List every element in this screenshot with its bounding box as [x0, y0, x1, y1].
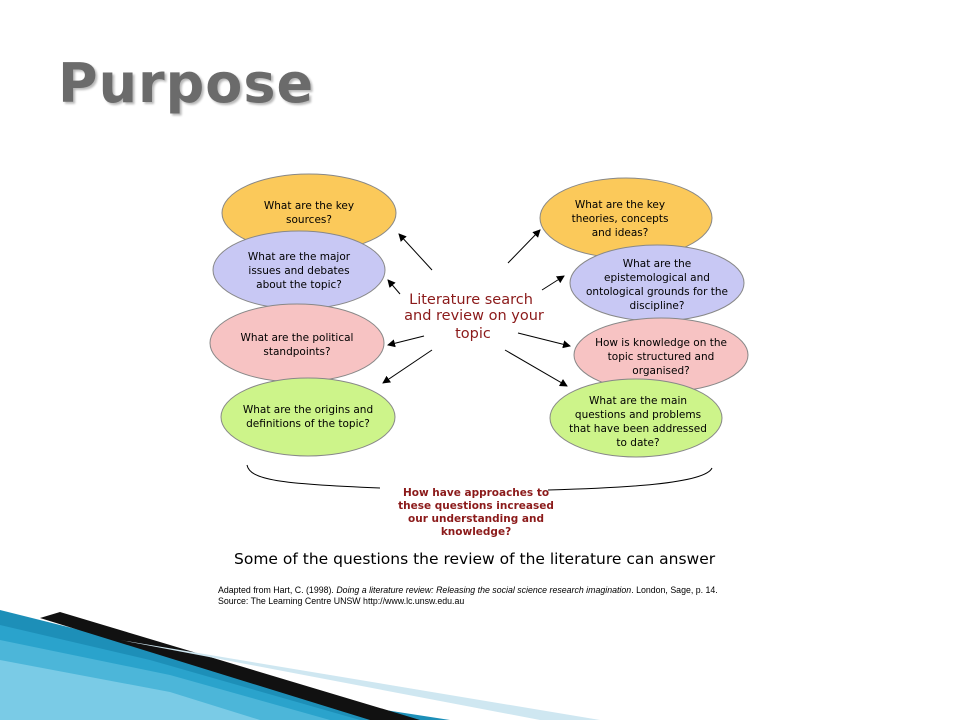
svg-text:What are the keytheories, conc: What are the key theories, concepts and ideas?: [571, 199, 669, 239]
svg-text:What are the majorissues and d: What are the major issues and debates about the topic?: [247, 251, 351, 291]
svg-text:What are the mainquestions and: What are the main questions and problems that have been addressed to date?: [569, 395, 707, 449]
svg-text:What are the origins anddefini: What are the origins and definitions of the topic?: [242, 404, 374, 430]
arrow-to-political: [388, 336, 424, 345]
oval-main-questions: [550, 379, 722, 457]
svg-text:How is knowledge on thetopic s: How is knowledge on the topic structured and organised?: [595, 337, 727, 377]
source-citation: [218, 585, 718, 607]
bottom-question: [398, 487, 554, 538]
svg-text:How have approaches tothese qu: How have approaches to these questions increased our understanding and knowledge?: [398, 487, 554, 538]
arrow-to-epistemological: [542, 276, 564, 290]
svg-text:What are the politicalstandpoi: What are the political standpoints?: [240, 332, 354, 358]
source-line-2: Source: The Learning Centre UNSW http://www.lc.unsw.edu.au: [218, 596, 465, 606]
arrow-to-key-sources: [399, 234, 432, 270]
source-line-1: Adapted from Hart, C. (1998). Doing a literature review: Releasing the social science research imagination. London, Sage, p. 14.: [218, 585, 718, 595]
oval-political-standpoints: [210, 304, 384, 382]
oval-major-issues: [213, 231, 385, 309]
arrow-to-main-questions: [505, 350, 567, 386]
oval-origins-definitions: [221, 378, 395, 456]
arrow-to-major-issues: [388, 280, 400, 294]
arrow-to-key-theories: [508, 230, 540, 263]
slide-title: Purpose: [58, 52, 315, 115]
arrow-to-knowledge-structured: [518, 333, 570, 346]
arrow-to-origins: [383, 350, 432, 383]
svg-text:What are theepistemological an: What are the epistemological and ontological grounds for the discipline?: [586, 258, 728, 312]
svg-text:Literature searchand review on: Literature search and review on your topic: [404, 292, 544, 342]
svg-text:What are the keysources?: What are the key sources?: [263, 200, 355, 226]
oval-key-theories: [540, 178, 712, 258]
oval-epistemological-grounds: [570, 245, 744, 321]
diagram-caption: Some of the questions the review of the literature can answer: [234, 550, 716, 568]
